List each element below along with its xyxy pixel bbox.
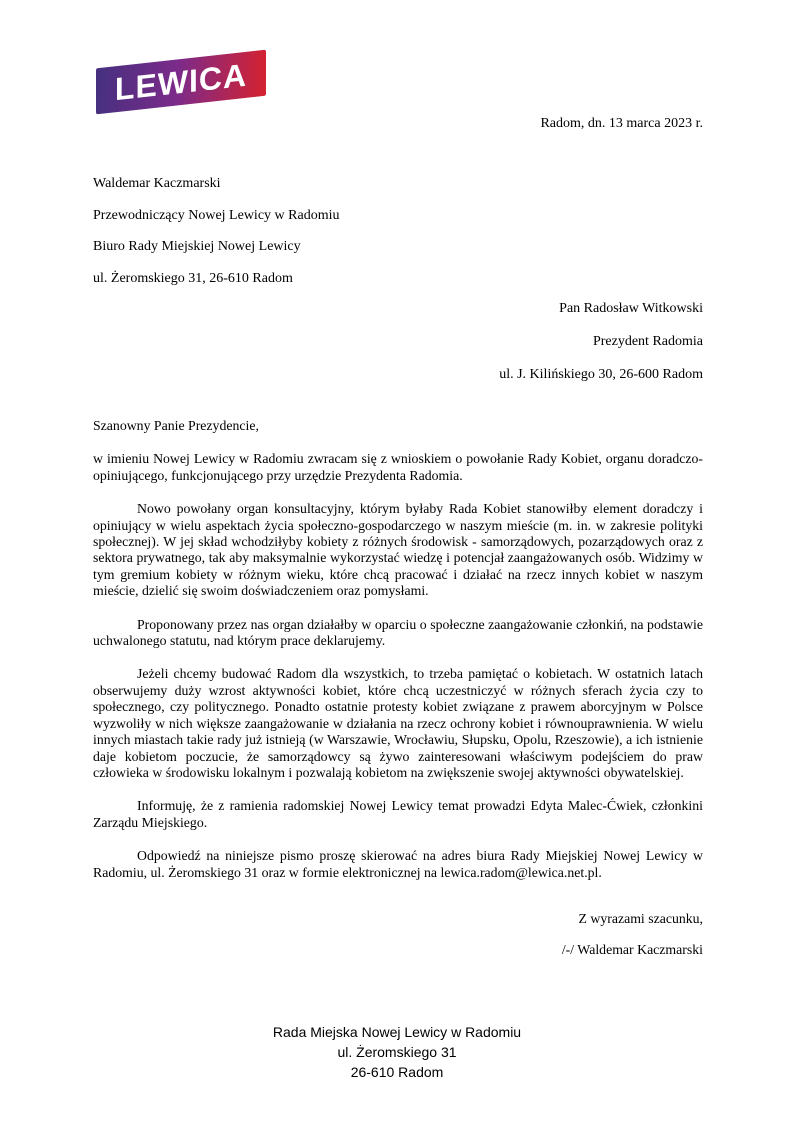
lewica-logo-banner [96, 50, 266, 115]
salutation: Szanowny Panie Prezydencie, [93, 418, 259, 433]
paragraph-3: Proponowany przez nas organ działałby w oparciu o społeczne zaangażowanie członkiń, na podstawie uchwalonego statutu, nad którym prace deklarujemy. [93, 616, 703, 649]
paragraph-5: Informuję, że z ramienia radomskiej Nowej Lewicy temat prowadzi Edyta Malec-Ćwiek, członkini Zarządu Miejskiego. [93, 798, 703, 830]
sender-address: ul. Żeromskiego 31, 26-610 Radom [93, 270, 293, 286]
sender-office: Biuro Rady Miejskiej Nowej Lewicy [93, 239, 301, 254]
sender-title: Przewodniczący Nowej Lewicy w Radomiu [93, 207, 340, 223]
closing-block [93, 903, 703, 966]
date-line: Radom, dn. 13 marca 2023 r. [540, 116, 703, 131]
recipient-block [93, 292, 703, 391]
footer-street: ul. Żeromskiego 31 [337, 1044, 457, 1060]
lewica-logo [96, 56, 266, 107]
footer-block [0, 1022, 794, 1082]
footer-city: 26-610 Radom [350, 1064, 444, 1080]
recipient-address: ul. J. Kilińskiego 30, 26-600 Radom [499, 367, 703, 382]
closing-phrase: Z wyrazami szacunku, [578, 910, 703, 926]
paragraph-6: Odpowiedź na niniejsze pismo proszę skierować na adres biura Rady Miejskiej Nowej Lewicy w Radomiu, ul. Żeromskiego 31 oraz w formie elektronicznej na lewica.radom@lewica.net.pl. [93, 848, 703, 880]
letter-body [93, 418, 703, 966]
recipient-name: Pan Radosław Witkowski [559, 301, 703, 316]
signature-line: /-/ Waldemar Kaczmarski [561, 942, 703, 958]
recipient-title: Prezydent Radomia [592, 334, 703, 349]
sender-name: Waldemar Kaczmarski [93, 176, 221, 191]
paragraph-1: w imieniu Nowej Lewicy w Radomiu zwracam się z wnioskiem o powołanie Rady Kobiet, organu doradczo-opiniującego, funkcjonującego przy urzędzie Prezydenta Radomia. [93, 451, 703, 483]
sender-block [93, 168, 339, 294]
paragraph-2: Nowo powołany organ konsultacyjny, którym byłaby Rada Kobiet stanowiłby element doradczy i opiniujący w wielu aspektach życia społeczno-gospodarczego w naszym mieście (m. in. w zakresie polityki społecznej). W jej skład wchodziłyby kobiety z różnych środowisk - samorządowych, pozarządowych oraz z sektora prywatnego, tak aby maksymalnie wykorzystać wiedzę i potencjał zaangażowanych osób. Widzimy w tym gremium kobiety w różnym wieku, które chcą pracować i działać na rzecz innych kobiet w naszym mieście, dzielić się swoim doświadczeniem oraz pomysłami. [93, 501, 703, 599]
paragraph-4: Jeżeli chcemy budować Radom dla wszystkich, to trzeba pamiętać o kobietach. W ostatnich latach obserwujemy duży wzrost aktywności kobiet, które chcą uczestniczyć w różnych sferach życia czy to społecznego, czy politycznego. Ponadto ostatnie protesty kobiet związane z prawem aborcyjnym w Polsce wyzwoliły w nich większe zaangażowanie w działania na rzecz ochrony kobiet i równouprawnienia. W wielu innych miastach takie rady już istnieją (w Warszawie, Wrocławiu, Słupsku, Opolu, Rzeszowie), a ich istnienie daje kobietom poczucie, że samorządowcy są żywo zainteresowani właściwym podejściem do praw człowieka w środowisku lokalnym i pozwalają kobietom na zwiększenie swojej aktywności obywatelskiej. [93, 666, 703, 780]
lewica-logo-text: LEWICA [114, 56, 248, 107]
footer-organization: Rada Miejska Nowej Lewicy w Radomiu [272, 1024, 522, 1040]
